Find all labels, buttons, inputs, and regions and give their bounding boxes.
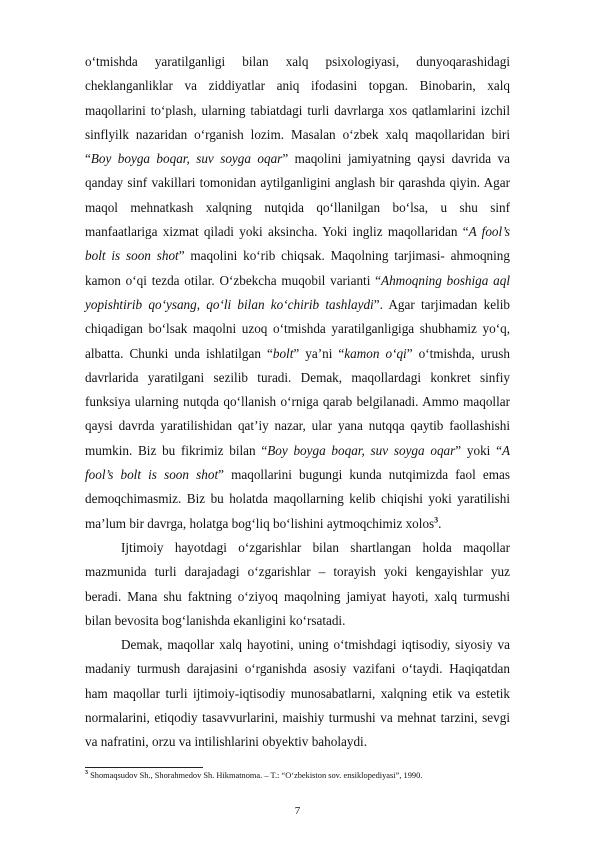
- italic-quote: Ahmoqning boshiga aql yopishtirib qo‘ysang, qo‘li bilan ko‘chirib tashlaydi: [85, 272, 510, 312]
- italic-quote: bolt: [272, 345, 294, 361]
- paragraph-1: [85, 50, 510, 536]
- text-run: ” maqolini ko‘rib chiqsak. Maqolning tarjimasi- ahmoqning kamon o‘qi tezda otilar. O‘zbekcha muqobil varianti “: [85, 248, 510, 288]
- italic-quote: A fool’s bolt is soon shot: [85, 224, 510, 264]
- text-run: ” maqolini jamiyatning qaysi davrida va qanday sinf vakillari tomonidan aytilganligini anglash bir qarashda qiyin. Agar maqol mehnatkash xalqning nutqida qo‘llanilgan bo‘lsa, u shu sinf manfaatlariga xizmat qiladi yoki aksincha. Yoki ingliz maqollaridan “: [85, 151, 510, 240]
- text-run: ”. Agar tarjimadan kelib chiqadigan bo‘lsak maqolni uzoq o‘tmishda yaratilganligiga shubhamiz yo‘q, albatta. Chunki unda ishlatilgan “: [85, 296, 510, 361]
- text-run: o‘tmishda yaratilganligi bilan xalq psixologiyasi, dunyoqarashidagi cheklanganliklar va ziddiyatlar aniq ifodasini topgan. Binobarin, xalq maqollarini to‘plash, ularning tabiatdagi turli davrlarga xos qatlamlarini izchil sinflyilk nazaridan o‘rganish lozim. Masalan o‘zbek xalq maqollaridan biri “: [85, 54, 510, 167]
- text-run: ” yoki “: [455, 442, 502, 458]
- italic-quote: A fool’s bolt is soon shot: [85, 442, 510, 483]
- italic-quote: Boy boyga boqar, suv soyga oqar: [90, 151, 283, 167]
- footnote-reference: 3: [434, 515, 439, 525]
- text-run: ” o‘tmishda, urush davrlarida yaratilgani sezilib turadi. Demak, maqollardagi konkret sinfiy funksiya ularning nutqda qo‘llanish o‘rniga qarab belgilanadi. Ammo maqollar qaysi davrda yaratilishidan qat’iy nazar, ular yana nutqqa qaytib faollashishi mumkin. Biz bu fikrimiz bilan “: [85, 345, 510, 458]
- footnote: [85, 770, 510, 782]
- paragraph-2: [85, 536, 510, 633]
- footnote-marker: 3: [85, 770, 88, 777]
- footnote-divider: [85, 767, 203, 768]
- italic-quote: Boy boyga boqar, suv soyga oqar: [267, 442, 456, 458]
- text-run: Ijtimoiy hayotdagi o‘zgarishlar bilan shartlangan holda maqollar mazmunida turli darajadagi o‘zgarishlar – torayish yoki kengayishlar yuz beradi. Mana shu faktning o‘ziyoq maqolning jamiyat hayoti, xalq turmushi bilan bevosita bog‘lanishda ekanligini ko‘rsatadi.: [85, 539, 510, 628]
- text-run: .: [438, 515, 442, 531]
- body-text: [85, 50, 510, 755]
- footnote-text: Shomaqsudov Sh., Shorahmedov Sh. Hikmatnoma. – T.: “O‘zbekiston sov. ensiklopediyasi”, 1990.: [88, 771, 423, 780]
- page-number: 7: [294, 805, 301, 817]
- italic-quote: kamon o‘qi: [344, 345, 407, 361]
- text-run: ” maqollarini bugungi kunda nutqimizda faol emas demoqchimasmiz. Biz bu holatda maqollarning kelib chiqishi yoki yaratilishi ma’lum bir davrga, holatga bog‘liq bo‘lishini aytmoqchimiz xolos: [85, 467, 511, 531]
- text-run: Demak, maqollar xalq hayotini, uning o‘tmishdagi iqtisodiy, siyosiy va madaniy turmush darajasini o‘rganishda asosiy vazifani o‘taydi. Haqiqatdan ham maqollar turli ijtimoiy-iqtisodiy munosabatlarni, xalqning etik va estetik normalarini, etiqodiy tasavvurlarini, maishiy turmushi va mehnat tarzini, sevgi va nafratini, orzu va intilishlarini obyektiv baholaydi.: [85, 637, 510, 750]
- paragraph-3: [85, 633, 510, 754]
- text-run: ” ya’ni “: [293, 345, 345, 361]
